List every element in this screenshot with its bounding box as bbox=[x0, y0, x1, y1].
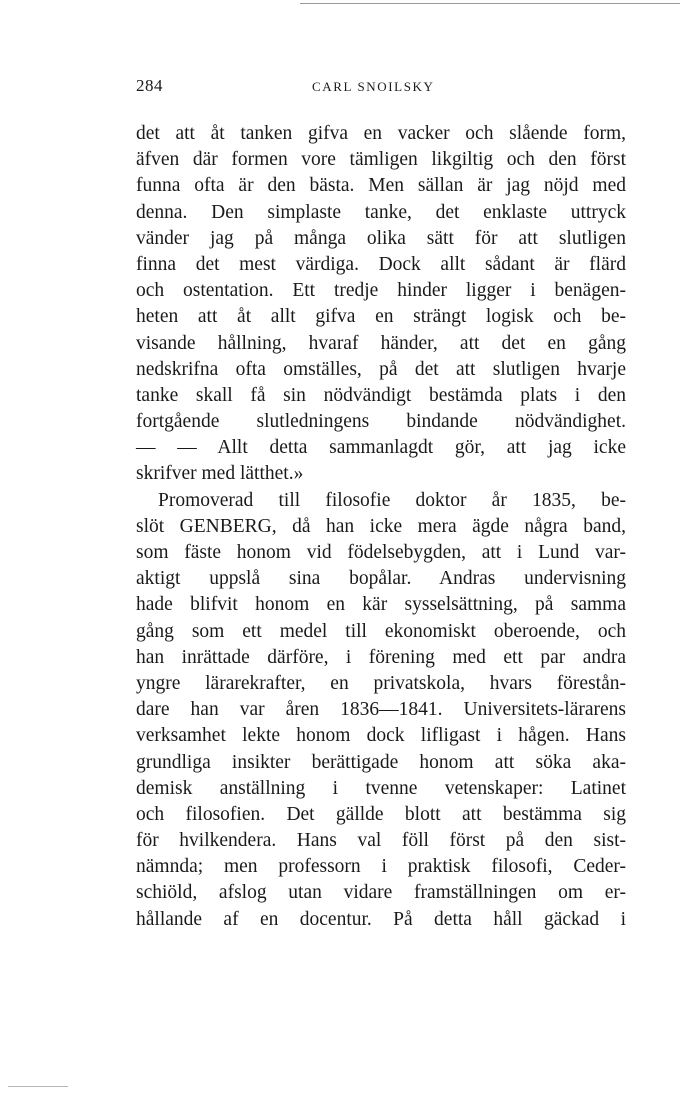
text-line: nämnda; men professorn i praktisk filosofi, Ceder- bbox=[136, 856, 626, 878]
text-line: för hvilkendera. Hans val föll först på den sist- bbox=[136, 830, 626, 852]
text-line: denna. Den simplaste tanke, det enklaste uttryck bbox=[136, 201, 626, 223]
body-text bbox=[136, 121, 626, 933]
text-line: — — Allt detta sammanlagdt gör, att jag icke bbox=[136, 437, 626, 459]
text-line: fortgående slutledningens bindande nödvändighet. bbox=[136, 411, 626, 433]
text-line: skrifver med lätthet.» bbox=[136, 463, 304, 485]
text-line: heten att åt allt gifva en strängt logisk och be- bbox=[136, 306, 626, 328]
text-line: och filosofien. Det gällde blott att bestämma sig bbox=[136, 803, 626, 825]
text-line: vänder jag på många olika sätt för att slutligen bbox=[136, 227, 626, 249]
text-line: funna ofta är den bästa. Men sällan är jag nöjd med bbox=[136, 175, 626, 197]
running-head: CARL SNOILSKY bbox=[312, 79, 435, 94]
text-line: grundliga insikter berättigade honom att söka aka- bbox=[136, 751, 626, 773]
text-line: det att åt tanken gifva en vacker och slående form, bbox=[136, 123, 626, 144]
text-line: demisk anställning i tvenne vetenskaper: Latinet bbox=[136, 777, 626, 799]
text-line: yngre lärarekrafter, en privatskola, hvars förestån- bbox=[136, 672, 626, 694]
text-line: verksamhet lekte honom dock lifligast i hågen. Hans bbox=[136, 725, 626, 747]
text-line: han inrättade därföre, i förening med ett par andra bbox=[136, 646, 626, 668]
page-number: 284 bbox=[136, 76, 163, 95]
paragraph-1 bbox=[136, 121, 626, 488]
text-line: och ostentation. Ett tredje hinder ligger i benägen- bbox=[136, 280, 626, 302]
text-line: schiöld, afslog utan vidare framställningen om er- bbox=[136, 882, 626, 904]
text-line: visande hållning, hvaraf händer, att det en gång bbox=[136, 332, 626, 354]
paragraph-2 bbox=[136, 488, 626, 933]
text-line: gång som ett medel till ekonomiskt oberoende, och bbox=[136, 620, 626, 642]
text-line: hade blifvit honom en kär sysselsättning, på samma bbox=[136, 594, 626, 616]
text-line: tanke skall få sin nödvändigt bestämda plats i den bbox=[136, 384, 626, 406]
text-line: aktigt uppslå sina bopålar. Andras undervisning bbox=[136, 568, 626, 590]
top-edge-rule bbox=[300, 3, 680, 4]
text-line: Promoverad till filosofie doktor år 1835, be- bbox=[158, 489, 626, 511]
text-line: som fäste honom vid födelsebygden, att i Lund var- bbox=[136, 542, 626, 563]
page-header bbox=[136, 76, 626, 100]
bottom-edge-rule bbox=[8, 1086, 68, 1087]
text-line: nedskrifna ofta omställes, på det att slutligen hvarje bbox=[136, 358, 626, 380]
text-line: dare han var åren 1836—1841. Universitets-lärarens bbox=[136, 699, 626, 721]
text-line: hållande af en docentur. På detta håll gäckad i bbox=[136, 908, 626, 930]
text-line: slöt GENBERG, då han icke mera ägde några band, bbox=[136, 515, 626, 537]
text-line: äfven där formen vore tämligen likgiltig och den först bbox=[136, 149, 626, 171]
text-line: finna det mest värdiga. Dock allt sådant är flärd bbox=[136, 253, 626, 275]
